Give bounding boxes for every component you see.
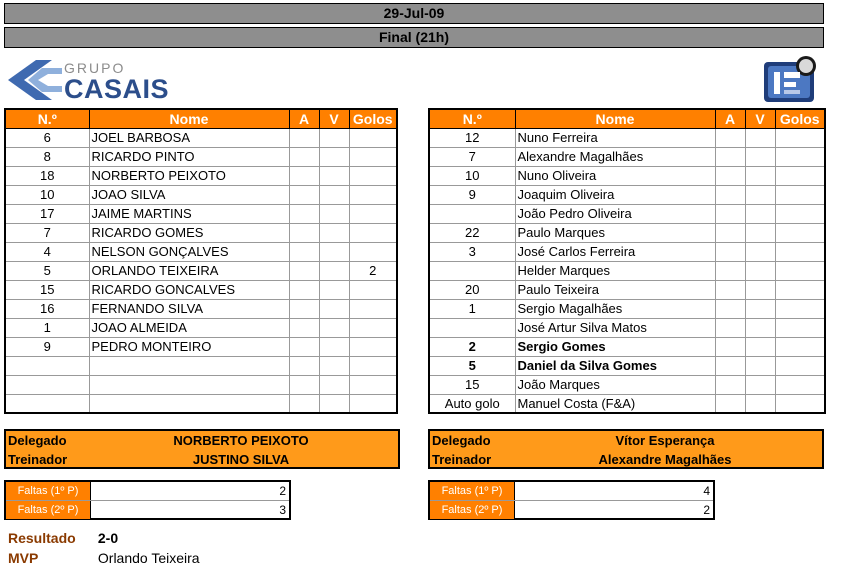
player-row	[5, 185, 397, 204]
player-number: 1	[5, 318, 89, 337]
player-number: 20	[429, 280, 515, 299]
player-v-cell	[319, 394, 349, 413]
player-a-cell	[715, 166, 745, 185]
player-number: 5	[429, 356, 515, 375]
home-roster-table	[4, 108, 398, 414]
fouls-second-half-value: 2	[703, 503, 710, 517]
player-number: 8	[5, 147, 89, 166]
player-a-cell	[289, 242, 319, 261]
player-name: JAIME MARTINS	[89, 204, 289, 223]
player-goals	[349, 204, 397, 223]
player-goals	[349, 280, 397, 299]
player-number: 15	[5, 280, 89, 299]
player-v-cell	[319, 337, 349, 356]
player-goals	[775, 261, 825, 280]
player-name: José Carlos Ferreira	[515, 242, 715, 261]
player-goals	[775, 223, 825, 242]
player-row	[5, 223, 397, 242]
player-goals	[349, 356, 397, 375]
col-number: N.º	[5, 109, 89, 128]
player-a-cell	[715, 356, 745, 375]
player-name: Joaquim Oliveira	[515, 185, 715, 204]
player-name: Manuel Costa (F&A)	[515, 394, 715, 413]
player-name: Helder Marques	[515, 261, 715, 280]
player-v-cell	[319, 204, 349, 223]
away-roster-table	[428, 108, 826, 414]
fouls-first-half-value: 2	[279, 484, 286, 498]
player-name	[89, 375, 289, 394]
delegate-name: Vítor Esperança	[615, 433, 715, 448]
player-row	[429, 185, 825, 204]
player-number: 10	[5, 185, 89, 204]
player-a-cell	[289, 261, 319, 280]
player-row	[5, 204, 397, 223]
player-number: 9	[5, 337, 89, 356]
player-v-cell	[745, 166, 775, 185]
player-goals	[775, 356, 825, 375]
player-row	[5, 356, 397, 375]
player-number: 18	[5, 166, 89, 185]
player-a-cell	[289, 337, 319, 356]
player-v-cell	[745, 318, 775, 337]
player-a-cell	[715, 261, 745, 280]
player-a-cell	[715, 128, 745, 147]
col-goals: Golos	[349, 109, 397, 128]
player-goals	[349, 242, 397, 261]
player-row	[429, 261, 825, 280]
player-v-cell	[745, 337, 775, 356]
player-goals	[349, 223, 397, 242]
player-number: 2	[429, 337, 515, 356]
player-a-cell	[289, 280, 319, 299]
player-name: João Marques	[515, 375, 715, 394]
player-row	[5, 375, 397, 394]
player-row	[5, 147, 397, 166]
player-goals	[775, 337, 825, 356]
fouls-first-half-label: Faltas (1º P)	[430, 482, 515, 500]
player-name: João Pedro Oliveira	[515, 204, 715, 223]
player-number	[429, 261, 515, 280]
player-goals	[775, 299, 825, 318]
player-name	[89, 356, 289, 375]
result-label: Resultado	[8, 530, 76, 546]
player-a-cell	[289, 147, 319, 166]
col-v: V	[319, 109, 349, 128]
player-row	[5, 280, 397, 299]
player-v-cell	[745, 375, 775, 394]
player-a-cell	[715, 147, 745, 166]
player-name: RICARDO GONCALVES	[89, 280, 289, 299]
league-emblem-logo	[760, 54, 822, 106]
player-row	[5, 166, 397, 185]
player-goals	[349, 166, 397, 185]
coach-name: Alexandre Magalhães	[598, 452, 732, 467]
player-number: 22	[429, 223, 515, 242]
player-row	[429, 318, 825, 337]
player-row	[5, 318, 397, 337]
player-a-cell	[289, 394, 319, 413]
player-v-cell	[319, 223, 349, 242]
player-number	[429, 318, 515, 337]
player-goals: 2	[349, 261, 397, 280]
player-v-cell	[319, 356, 349, 375]
player-goals	[775, 185, 825, 204]
player-name: Nuno Ferreira	[515, 128, 715, 147]
home-staff-panel	[4, 429, 400, 469]
col-name: Nome	[515, 109, 715, 128]
player-number: 6	[5, 128, 89, 147]
player-number: Auto golo	[429, 394, 515, 413]
player-name: FERNANDO SILVA	[89, 299, 289, 318]
player-row	[5, 128, 397, 147]
player-v-cell	[319, 242, 349, 261]
player-number	[5, 375, 89, 394]
player-v-cell	[745, 299, 775, 318]
player-v-cell	[319, 299, 349, 318]
date-banner: 29-Jul-09	[4, 3, 824, 24]
player-a-cell	[289, 299, 319, 318]
player-goals	[349, 147, 397, 166]
player-row	[429, 204, 825, 223]
player-v-cell	[319, 166, 349, 185]
player-number: 7	[429, 147, 515, 166]
player-v-cell	[745, 185, 775, 204]
player-goals	[349, 318, 397, 337]
player-a-cell	[715, 223, 745, 242]
player-name: Alexandre Magalhães	[515, 147, 715, 166]
player-name: José Artur Silva Matos	[515, 318, 715, 337]
player-goals	[349, 185, 397, 204]
delegate-name: NORBERTO PEIXOTO	[173, 433, 309, 448]
player-goals	[349, 128, 397, 147]
player-a-cell	[715, 337, 745, 356]
player-goals	[349, 394, 397, 413]
player-name: RICARDO PINTO	[89, 147, 289, 166]
player-v-cell	[745, 147, 775, 166]
player-v-cell	[319, 375, 349, 394]
player-number: 10	[429, 166, 515, 185]
player-row	[429, 147, 825, 166]
player-name: JOEL BARBOSA	[89, 128, 289, 147]
player-name: Nuno Oliveira	[515, 166, 715, 185]
away-fouls-box	[428, 480, 715, 520]
col-number: N.º	[429, 109, 515, 128]
player-row	[5, 242, 397, 261]
player-row	[429, 242, 825, 261]
player-name: Daniel da Silva Gomes	[515, 356, 715, 375]
player-name: Sergio Magalhães	[515, 299, 715, 318]
player-number: 1	[429, 299, 515, 318]
coach-name: JUSTINO SILVA	[192, 452, 290, 467]
player-a-cell	[289, 356, 319, 375]
player-row	[5, 261, 397, 280]
logo-subtitle: GRUPO	[64, 60, 126, 76]
player-v-cell	[319, 185, 349, 204]
player-v-cell	[319, 280, 349, 299]
col-v: V	[745, 109, 775, 128]
mvp-value: Orlando Teixeira	[97, 550, 200, 566]
grupo-casais-logo	[8, 60, 168, 102]
player-a-cell	[715, 185, 745, 204]
delegate-label: Delegado	[8, 433, 67, 448]
fouls-first-half-value: 4	[703, 484, 710, 498]
player-row	[5, 394, 397, 413]
player-goals	[775, 166, 825, 185]
col-a: A	[715, 109, 745, 128]
player-number: 3	[429, 242, 515, 261]
player-row	[429, 166, 825, 185]
player-a-cell	[715, 242, 745, 261]
col-name: Nome	[89, 109, 289, 128]
player-a-cell	[289, 318, 319, 337]
delegate-label: Delegado	[432, 433, 491, 448]
player-row	[429, 223, 825, 242]
player-goals	[775, 318, 825, 337]
player-number: 15	[429, 375, 515, 394]
player-a-cell	[289, 223, 319, 242]
player-name: Sergio Gomes	[515, 337, 715, 356]
player-row	[429, 356, 825, 375]
player-row	[5, 337, 397, 356]
player-name: NORBERTO PEIXOTO	[89, 166, 289, 185]
player-number: 17	[5, 204, 89, 223]
player-goals	[349, 375, 397, 394]
player-v-cell	[319, 261, 349, 280]
casais-chevron-icon	[8, 60, 62, 102]
player-a-cell	[289, 204, 319, 223]
match-title-banner: Final (21h)	[4, 27, 824, 48]
player-v-cell	[319, 147, 349, 166]
home-fouls-box	[4, 480, 291, 520]
player-goals	[775, 242, 825, 261]
coach-label: Treinador	[432, 452, 492, 467]
player-name: JOAO ALMEIDA	[89, 318, 289, 337]
fouls-first-half-label: Faltas (1º P)	[6, 482, 91, 500]
player-v-cell	[745, 223, 775, 242]
col-goals: Golos	[775, 109, 825, 128]
fouls-second-half-label: Faltas (2º P)	[430, 501, 515, 519]
player-number	[5, 356, 89, 375]
player-number: 4	[5, 242, 89, 261]
player-number	[5, 394, 89, 413]
player-v-cell	[745, 356, 775, 375]
player-v-cell	[745, 280, 775, 299]
player-number: 12	[429, 128, 515, 147]
player-row	[429, 299, 825, 318]
player-row	[5, 299, 397, 318]
player-a-cell	[715, 318, 745, 337]
player-goals	[349, 299, 397, 318]
player-name: NELSON GONÇALVES	[89, 242, 289, 261]
player-a-cell	[715, 394, 745, 413]
fouls-second-half-label: Faltas (2º P)	[6, 501, 91, 519]
player-goals	[775, 204, 825, 223]
player-number: 16	[5, 299, 89, 318]
player-name: Paulo Teixeira	[515, 280, 715, 299]
away-staff-panel	[428, 429, 824, 469]
player-row	[429, 337, 825, 356]
player-name: PEDRO MONTEIRO	[89, 337, 289, 356]
player-name: JOAO SILVA	[89, 185, 289, 204]
player-number	[429, 204, 515, 223]
player-a-cell	[715, 280, 745, 299]
player-v-cell	[319, 318, 349, 337]
player-row	[429, 128, 825, 147]
player-name: ORLANDO TEIXEIRA	[89, 261, 289, 280]
player-row	[429, 394, 825, 413]
player-v-cell	[745, 394, 775, 413]
player-v-cell	[745, 128, 775, 147]
mvp-line	[8, 550, 200, 566]
player-goals	[775, 128, 825, 147]
player-v-cell	[745, 204, 775, 223]
player-row	[429, 375, 825, 394]
player-a-cell	[715, 375, 745, 394]
player-a-cell	[715, 204, 745, 223]
result-line	[8, 530, 118, 546]
player-a-cell	[289, 128, 319, 147]
player-goals	[775, 394, 825, 413]
player-goals	[775, 147, 825, 166]
player-v-cell	[745, 261, 775, 280]
player-name: Paulo Marques	[515, 223, 715, 242]
player-number: 9	[429, 185, 515, 204]
player-a-cell	[289, 375, 319, 394]
logo-title: CASAIS	[64, 74, 170, 104]
player-row	[429, 280, 825, 299]
player-name	[89, 394, 289, 413]
player-number: 7	[5, 223, 89, 242]
player-v-cell	[319, 128, 349, 147]
player-a-cell	[289, 166, 319, 185]
player-goals	[349, 337, 397, 356]
fouls-second-half-value: 3	[279, 503, 286, 517]
player-a-cell	[289, 185, 319, 204]
coach-label: Treinador	[8, 452, 68, 467]
player-a-cell	[715, 299, 745, 318]
player-goals	[775, 375, 825, 394]
result-value: 2-0	[97, 530, 119, 546]
col-a: A	[289, 109, 319, 128]
player-v-cell	[745, 242, 775, 261]
player-number: 5	[5, 261, 89, 280]
player-name: RICARDO GOMES	[89, 223, 289, 242]
mvp-label: MVP	[8, 550, 39, 566]
player-goals	[775, 280, 825, 299]
